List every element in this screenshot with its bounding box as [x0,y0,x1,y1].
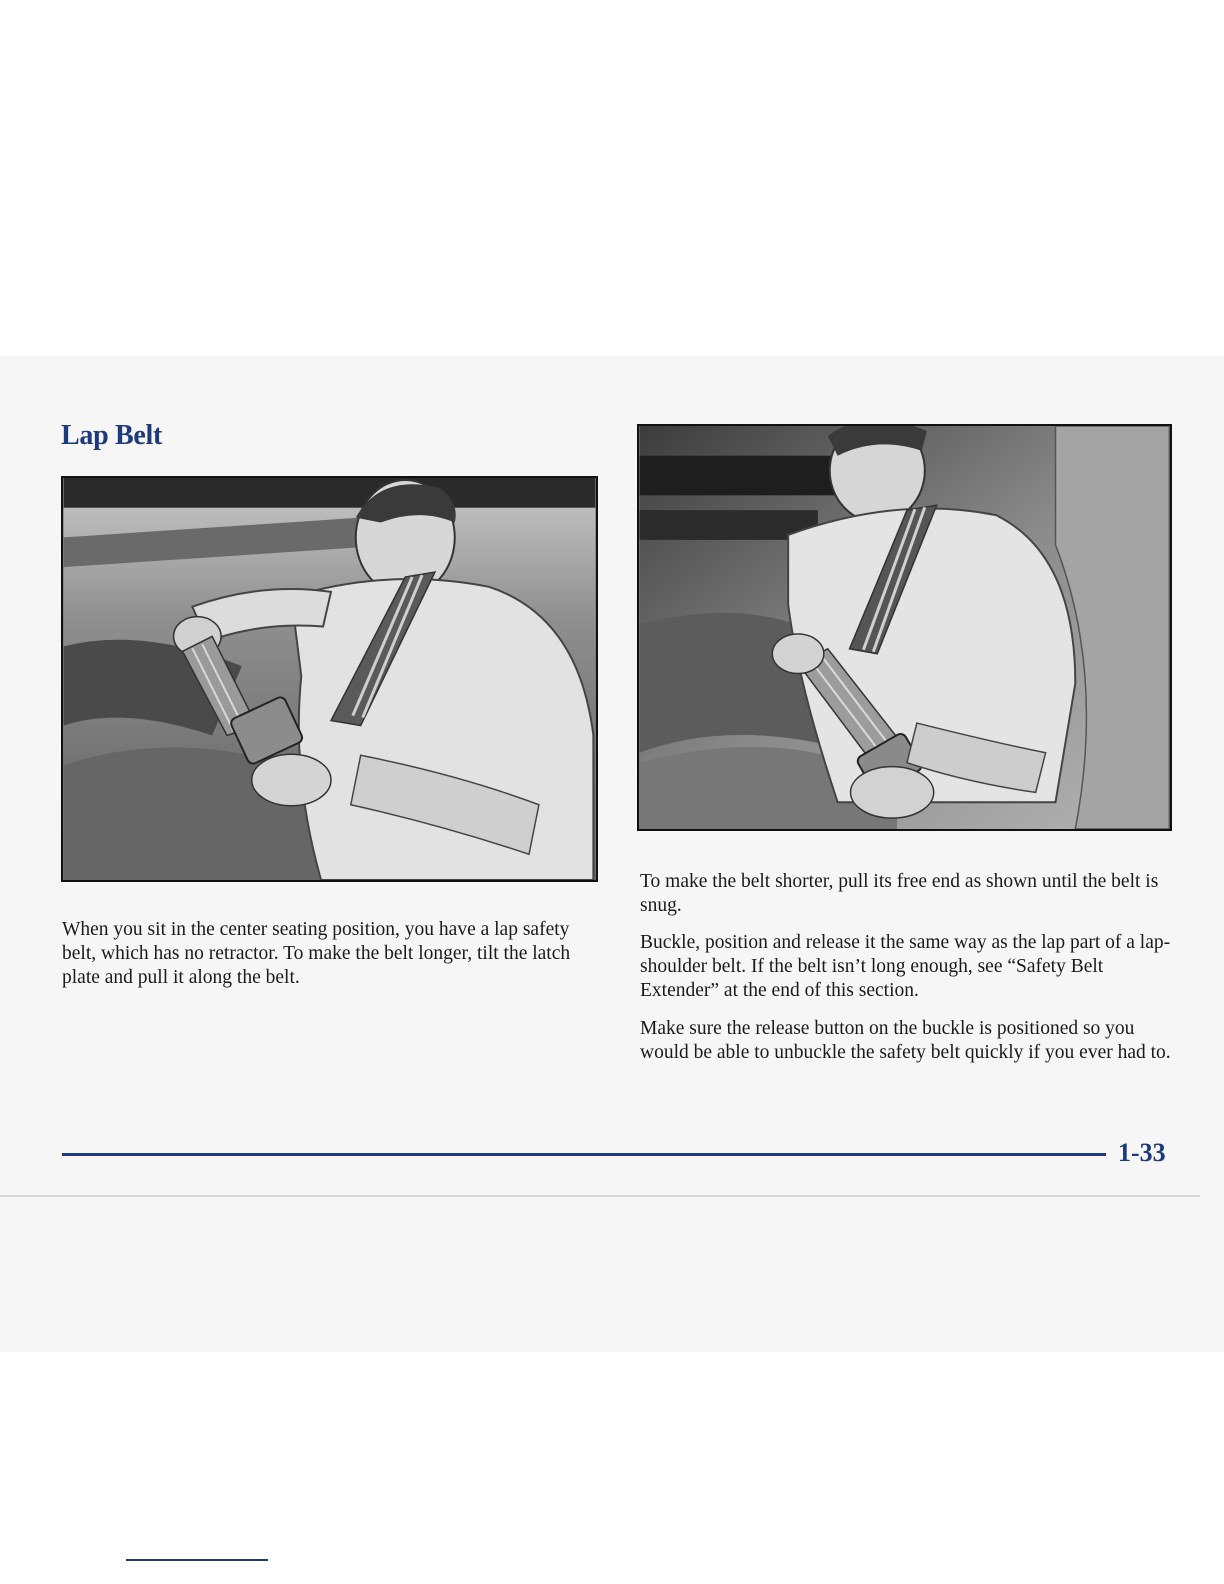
lap-belt-shorten-illustration [637,424,1172,831]
illustration-drawing-right [639,426,1170,829]
footer-rule [62,1153,1106,1156]
illustration-drawing-left [63,478,596,880]
lap-belt-lengthen-illustration [61,476,598,882]
bottom-divider [126,1559,268,1561]
page-number: 1-33 [1118,1138,1166,1167]
section-title: Lap Belt [61,420,163,451]
body-paragraph-center-seat: When you sit in the center seating position, you have a lap safety belt, which has no retractor. To make the belt longer, tilt the latch plate and pull it along the belt. [62,919,571,988]
body-paragraph-release-button: Make sure the release button on the buckle is positioned so you would be able to unbuckle the safety belt quickly if you ever had to. [640,1018,1171,1063]
body-paragraph-shorten-belt: To make the belt shorter, pull its free end as shown until the belt is snug. [640,871,1159,916]
body-paragraph-buckle-position: Buckle, position and release it the same way as the lap part of a lap-shoulder belt. If the belt isn’t long enough, see “Safety Belt Extender” at the end of this section. [640,932,1171,1001]
scan-edge-line [0,1195,1200,1197]
